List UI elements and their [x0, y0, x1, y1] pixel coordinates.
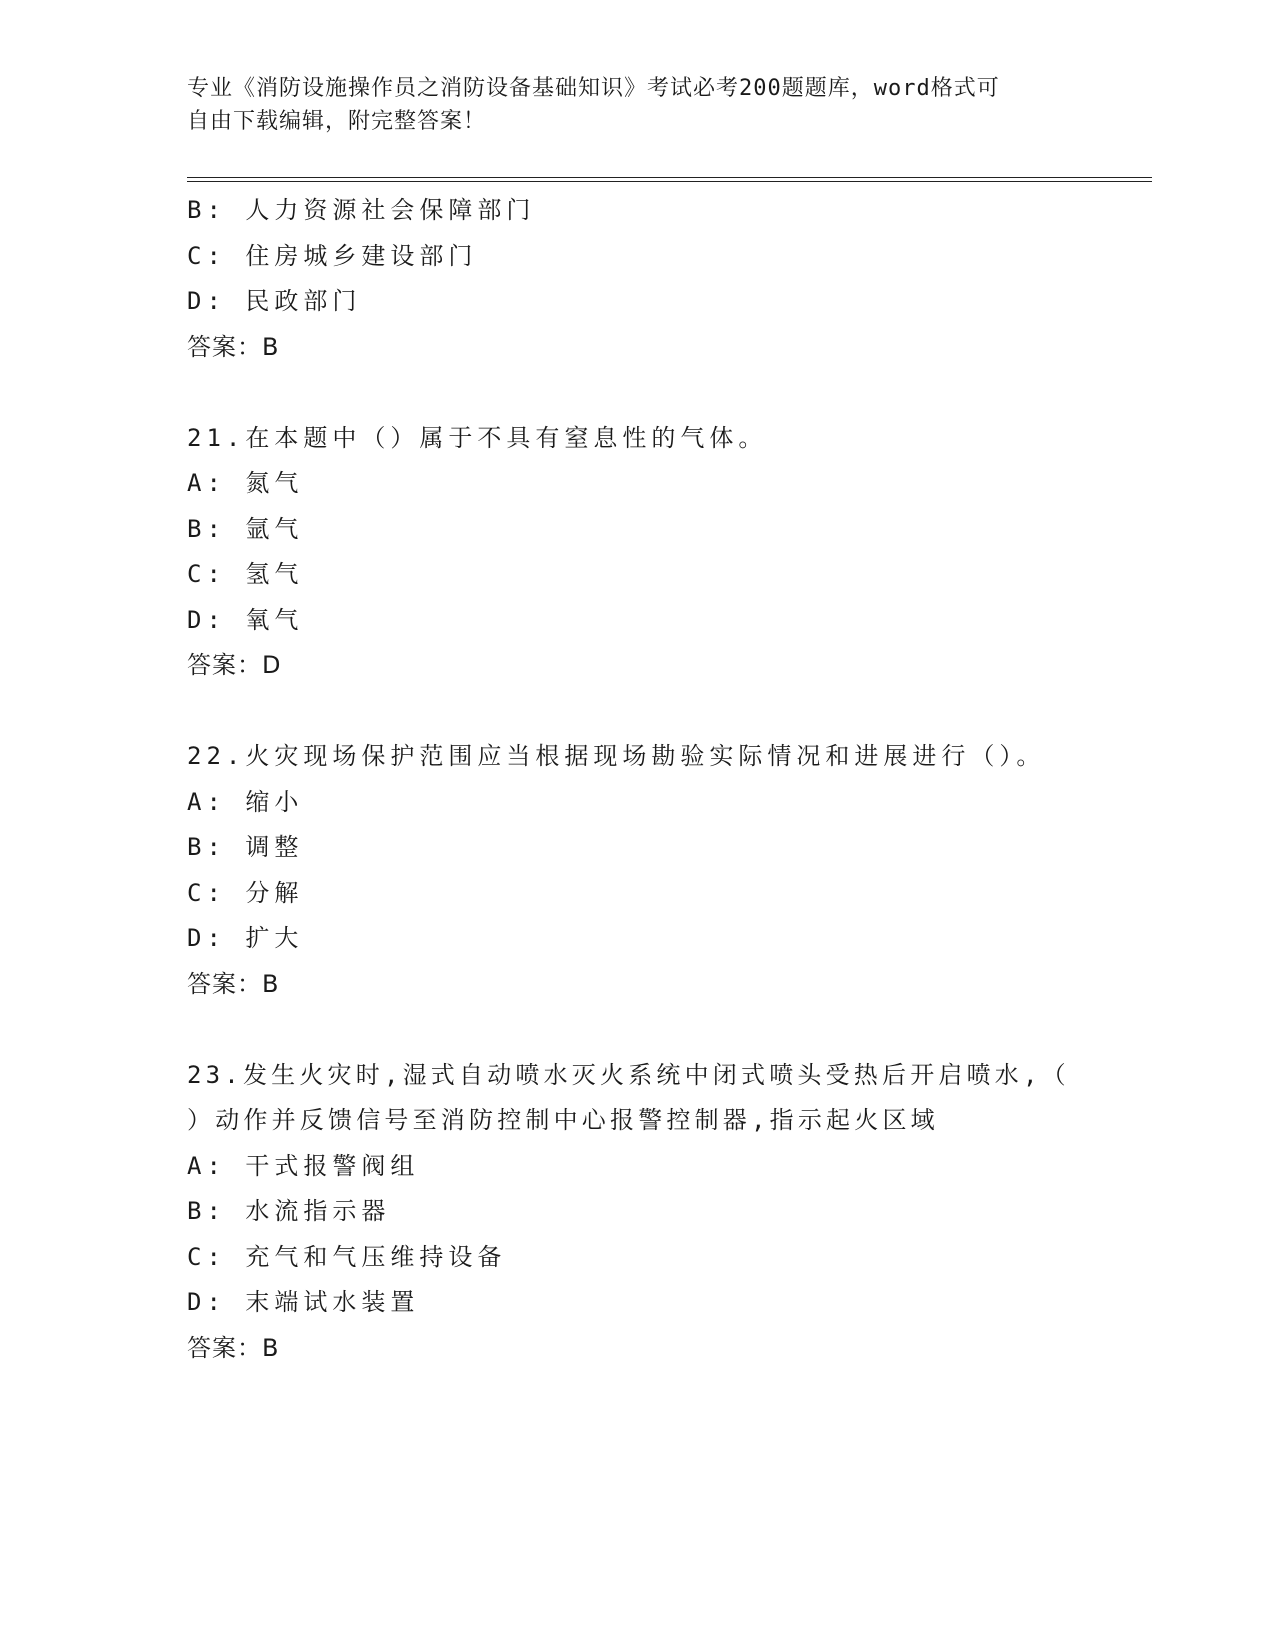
spacer [187, 370, 1127, 416]
answer-line: 答案：D [187, 651, 282, 679]
option-c: C: 氢气 [187, 560, 304, 588]
header-title-line-2: 自由下载编辑，附完整答案！ [187, 109, 487, 134]
option-d: D: 末端试水装置 [187, 1288, 420, 1316]
header-divider-top [187, 177, 1152, 178]
spacer [187, 689, 1127, 735]
option-b: B: 调整 [187, 833, 304, 861]
question-20-continued [187, 188, 1127, 370]
option-a: A: 缩小 [187, 787, 304, 816]
option-c: C: 住房城乡建设部门 [187, 241, 478, 270]
header-divider-bottom [187, 181, 1152, 182]
option-b: B: 氩气 [187, 514, 304, 543]
option-a: A: 氮气 [187, 469, 304, 497]
answer-line: 答案：B [187, 1333, 280, 1362]
question-stem-line-2: ）动作并反馈信号至消防控制中心报警控制器,指示起火区域 [187, 1106, 939, 1134]
question-22 [187, 734, 1127, 1007]
option-a: A: 干式报警阀组 [187, 1151, 420, 1180]
option-d: D: 扩大 [187, 924, 304, 952]
option-c: C: 分解 [187, 878, 304, 907]
option-b: B: 水流指示器 [187, 1197, 391, 1225]
answer-line: 答案：B [187, 332, 280, 361]
answer-line: 答案：B [187, 969, 280, 998]
question-stem-line-1: 23.发生火灾时,湿式自动喷水灭火系统中闭式喷头受热后开启喷水,（ [187, 1060, 1070, 1089]
option-d: D: 民政部门 [187, 287, 362, 315]
header-title-line-1: 专业《消防设施操作员之消防设备基础知识》考试必考200题题库，word格式可 [187, 76, 1000, 101]
spacer [187, 1007, 1127, 1053]
option-d: D: 氧气 [187, 605, 304, 634]
question-23 [187, 1053, 1127, 1372]
question-21 [187, 416, 1127, 689]
question-stem: 22.火灾现场保护范围应当根据现场勘验实际情况和进展进行（）。 [187, 742, 1046, 770]
question-stem: 21.在本题中（）属于不具有窒息性的气体。 [187, 423, 768, 452]
document-header [187, 72, 1087, 138]
question-list [187, 188, 1127, 1371]
option-b: B: 人力资源社会保障部门 [187, 196, 536, 224]
option-c: C: 充气和气压维持设备 [187, 1242, 507, 1271]
